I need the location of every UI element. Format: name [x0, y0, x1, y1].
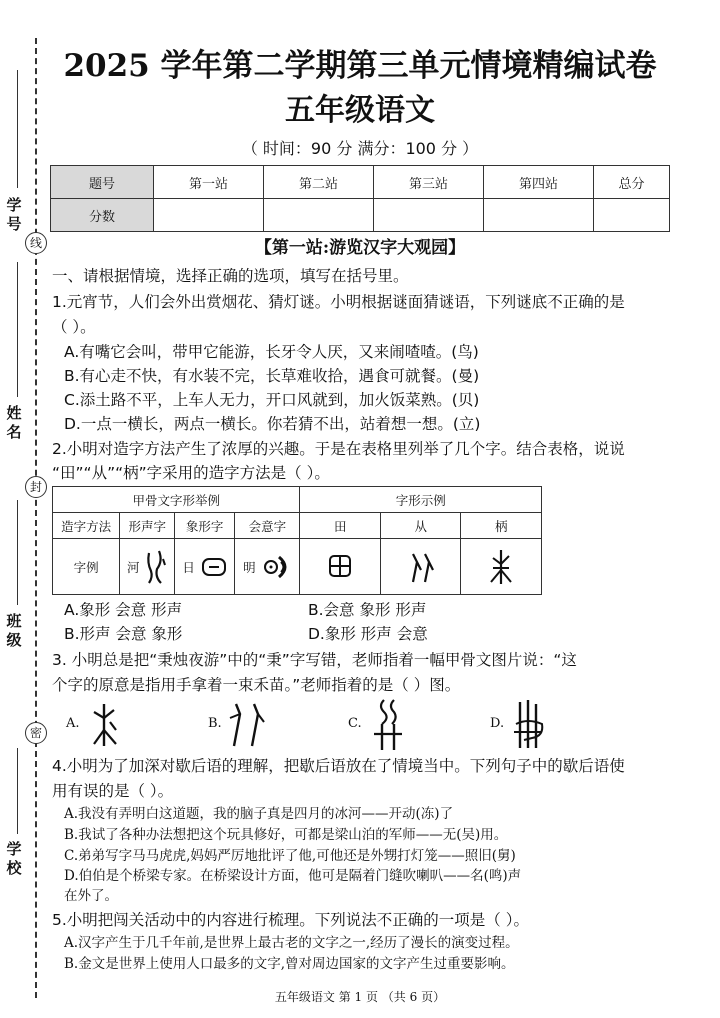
oracle-field-cell	[300, 539, 380, 595]
score-input-cell[interactable]	[264, 199, 374, 232]
q2-stem-line1: 2.小明对造字方法产生了浓厚的兴趣。于是在表格里列举了几个字。结合表格，说说	[52, 440, 625, 458]
seal-feng-circle: 封	[25, 476, 47, 498]
oracle-option-a-icon	[86, 700, 122, 750]
oracle-option-d-icon	[510, 696, 546, 752]
class-label: 班级	[6, 612, 22, 649]
oracle-option-c-icon	[368, 696, 408, 752]
q3-option-d-label: D.	[490, 716, 505, 731]
q5-option-b[interactable]: B.金文是世界上使用人口最多的文字,曾对周边国家的文字产生过重要影响。	[64, 956, 515, 972]
q3-option-c[interactable]	[348, 716, 362, 731]
q2-option-c[interactable]: B.形声 会意 象形	[64, 625, 183, 643]
q5-option-a[interactable]: A.汉字产生于几千年前,是世界上最古老的文字之一,经历了漫长的演变过程。	[64, 935, 519, 951]
score-cell: 第四站	[484, 166, 594, 199]
table-row-label: 字例	[53, 539, 120, 595]
oracle-follow-cell	[380, 539, 460, 595]
method-cell: 会意字	[235, 513, 300, 539]
oracle-field-icon	[310, 552, 370, 582]
oracle-handle-icon	[471, 548, 531, 586]
seal-line-circle: 线	[25, 232, 47, 254]
oracle-sun-icon	[201, 556, 227, 578]
table-row-label: 造字方法	[53, 513, 120, 539]
char-cell: 柄	[461, 513, 542, 539]
school-label: 学校	[6, 840, 22, 877]
score-cell: 分数	[51, 199, 154, 232]
q4-option-d-continued: 在外了。	[64, 888, 118, 904]
score-cell: 第一站	[154, 166, 264, 199]
oracle-example-cell	[235, 539, 300, 595]
q3-option-a[interactable]	[66, 716, 80, 731]
section-title: 【第一站:游览汉字大观园】	[254, 238, 466, 258]
q3-option-b[interactable]	[208, 716, 222, 731]
oracle-bright-icon	[262, 554, 292, 580]
q3-stem-line2: 个字的原意是指用手拿着一束禾苗。”老师指着的是（ ）图。	[52, 676, 461, 694]
q4-option-a[interactable]: A.我没有弄明白这道题，我的脑子真是四月的冰河——开动(冻)了	[64, 806, 454, 822]
binding-dashed-line	[35, 38, 37, 998]
score-table	[50, 165, 670, 232]
char-cell: 从	[380, 513, 460, 539]
q4-stem-line1: 4.小明为了加深对歇后语的理解，把歇后语放在了情境当中。下列句子中的歇后语使	[52, 757, 625, 775]
example-char: 明	[243, 559, 256, 575]
student-number-rule	[17, 70, 18, 188]
score-cell: 总分	[594, 166, 670, 199]
oracle-handle-cell	[461, 539, 542, 595]
oracle-follow-icon	[391, 550, 451, 584]
score-input-cell[interactable]	[154, 199, 264, 232]
school-rule	[17, 748, 18, 834]
score-input-cell[interactable]	[484, 199, 594, 232]
student-number-label: 学号	[6, 196, 22, 233]
part-heading: 一、请根据情境，选择正确的选项，填写在括号里。	[52, 267, 409, 285]
page-footer: 五年级语文 第 1 页 （共 6 页）	[274, 990, 446, 1004]
char-cell: 田	[300, 513, 380, 539]
score-cell: 第二站	[264, 166, 374, 199]
score-input-cell[interactable]	[374, 199, 484, 232]
q3-option-d[interactable]	[490, 716, 504, 731]
q1-stem-line1: 1.元宵节，人们会外出赏烟花、猜灯谜。小明根据谜面猜谜语，下列谜底不正确的是	[52, 293, 625, 311]
exam-time-info: （ 时间：90 分 满分：100 分 ）	[241, 139, 479, 158]
q1-stem-line2: （ ）。	[52, 318, 96, 336]
q4-option-c[interactable]: C.弟弟写字马马虎虎,妈妈严厉地批评了他,可他还是外甥打灯笼——照旧(舅)	[64, 848, 516, 864]
q1-option-d[interactable]: D.一点一横长，两点一横长。你若猜不出，站着想一想。(立)	[64, 415, 481, 433]
q2-stem-line2: “田”“从”“柄”字采用的造字方法是（ ）。	[52, 464, 330, 482]
q2-option-a[interactable]: A.象形 会意 形声	[64, 601, 183, 619]
method-cell: 形声字	[120, 513, 175, 539]
oracle-example-cell	[120, 539, 175, 595]
q3-option-a-label: A.	[66, 716, 80, 731]
q5-stem: 5.小明把闯关活动中的内容进行梳理。下列说法不正确的一项是（ ）。	[52, 911, 529, 929]
exam-subtitle: 五年级语文	[285, 93, 435, 128]
q2-option-b[interactable]: B.会意 象形 形声	[308, 601, 427, 619]
method-cell: 象形字	[175, 513, 235, 539]
table-group-header: 甲骨文字形举例	[53, 487, 300, 513]
q4-option-b[interactable]: B.我试了各种办法想把这个玩具修好，可都是梁山泊的军师——无(吴)用。	[64, 827, 508, 843]
score-cell: 题号	[51, 166, 154, 199]
q4-stem-line2: 用有误的是（ ）。	[52, 782, 174, 800]
score-table-header-row	[51, 166, 670, 199]
example-char: 河	[126, 559, 140, 575]
score-table-score-row	[51, 199, 670, 232]
name-label: 姓名	[6, 404, 22, 441]
name-rule	[17, 262, 18, 397]
q3-option-b-label: B.	[208, 716, 222, 731]
q3-option-c-label: C.	[348, 716, 362, 731]
q2-option-d[interactable]: D.象形 形声 会意	[308, 625, 428, 643]
class-rule	[17, 500, 18, 605]
character-method-table	[52, 486, 542, 595]
oracle-river-icon	[145, 549, 167, 585]
oracle-option-b-icon	[226, 700, 268, 750]
exam-title: 2025 学年第二学期第三单元情境精编试卷	[63, 48, 657, 84]
q4-option-d[interactable]: D.伯伯是个桥梁专家。在桥梁设计方面，他可是隔着门缝吹喇叭——名(鸣)声	[64, 868, 522, 884]
q1-option-b[interactable]: B.有心走不快，有水装不完，长草难收拾，遇食可就餐。(曼)	[64, 367, 480, 385]
seal-mi-circle: 密	[25, 722, 47, 744]
score-cell: 第三站	[374, 166, 484, 199]
table-group-header: 字形示例	[300, 487, 542, 513]
score-input-cell[interactable]	[594, 199, 670, 232]
q1-option-a[interactable]: A.有嘴它会叫，带甲它能游，长牙令人厌，又来闹喳喳。(鸟)	[64, 343, 479, 361]
q1-option-c[interactable]: C.添土路不平，上车人无力，开口风就到，加火饭菜熟。(贝)	[64, 391, 480, 409]
oracle-example-cell	[175, 539, 235, 595]
q3-stem-line1: 3. 小明总是把“秉烛夜游”中的“秉”字写错，老师指着一幅甲骨文图片说：“这	[52, 651, 577, 669]
example-char: 日	[182, 559, 195, 575]
